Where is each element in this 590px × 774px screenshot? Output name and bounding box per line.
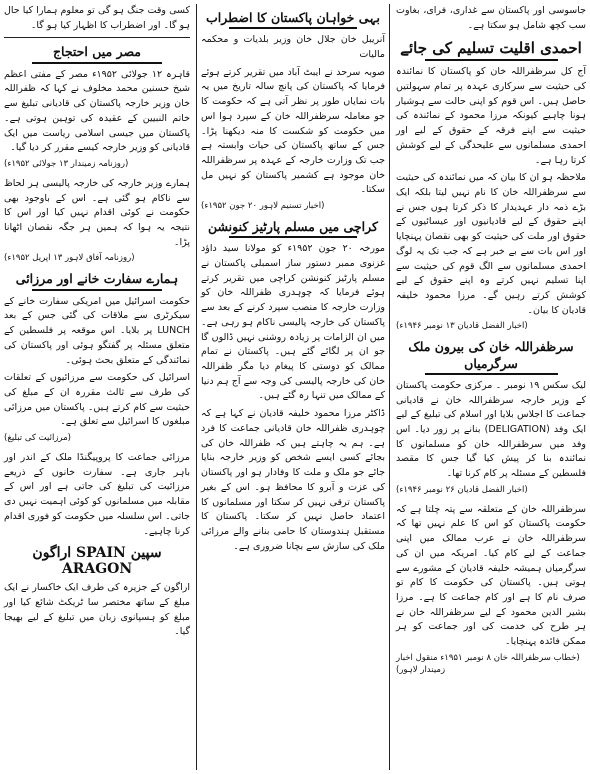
headline-well-wishers-text: بہی خواہان پاکستان کا اضطراب <box>206 10 380 25</box>
middle-source-1: (اخبار تسنیم لاہور ۲۰ جون ۱۹۵۲ء) <box>201 201 325 212</box>
right-paragraph-3: لیک سکس ۱۹ نومبر ۔ مرکزی حکومت پاکستان کے وزیر خارجہ سرظفراللہ خان نے قادیانی جماعت کا اجلاس بلایا اور اسلام کی تبلیغ کے لیے ایک وفد (DELIGATION) بنانے پر زور دیا۔ اس وفد میں سرظفراللہ خان کو مسلمانوں کا نمائندہ بنا کر پیش کیا گیا جس کا مقصد فلسطین کے مسئلہ پر کام کرنا تھا۔ <box>396 379 586 480</box>
headline-egypt-protest <box>4 44 190 63</box>
right-paragraph-4: سرظفراللہ خان کے متعلقہ سے پتہ چلتا ہے کہ حکومت پاکستان کو اس کا علم نہیں تھا کہ سرظفراللہ خان نے عرب ممالک میں اپنی جماعت کے لیے کام کیا۔ امریکہ میں ان کی سرگرمیاں ہمیشہ خلیفہ قادیان کے مشورے سے ہوتی ہیں۔ پاکستان کی حکومت کا کام تو صرف نام کا ہے اور کام جماعت کا ہے۔ مرزا بشیر الدین محمود کے لیے سرظفراللہ خان نے ہر طرح کی خدمت کی اور جماعت کو ہر ممکن فائدہ پہنچایا۔ <box>396 503 586 648</box>
headline-rule <box>229 236 358 238</box>
headline-rule <box>229 27 358 29</box>
middle-subhead: آنریبل خان جلال خان وزیر بلدیات و محکمہ مالیات <box>201 34 385 60</box>
middle-paragraph-1: صوبہ سرحد نے ایبٹ آباد میں تقریر کرتے ہوئے فرمایا کہ پاکستان کی پانچ سالہ تاریخ میں یہ بات نمایاں طور پر نظر آتی ہے کہ حکومت کا جو معاملہ سرظفراللہ خان کے سپرد ہوا اس میں حکومت کو شکست کا منہ دیکھنا پڑا۔ جس کے ساتھ پاکستان کی حیات وابستہ ہے جب تک وزارت خارجہ کے عہدہ پر سرظفراللہ خان موجود ہے کشمیر پاکستان کو نہیں مل سکتا۔ <box>201 66 385 196</box>
headline-embassies <box>4 271 190 290</box>
headline-rule <box>32 62 162 64</box>
left-paragraph-5: مرزائی جماعت کا پروپیگنڈا ملک کے اندر اور باہر جاری ہے۔ سفارت خانوں کے ذریعے مرزائیت کی تبلیغ کی جاتی ہے اور اس کے مقابلہ میں مسلمانوں کو کوئی اہمیت نہیں دی جاتی۔ اس سلسلہ میں حکومت کو فوری اقدام کرنا چاہیے۔ <box>4 451 190 537</box>
headline-rule <box>425 59 558 61</box>
middle-paragraph-2: مورخہ ۲۰ جون ۱۹۵۲ء کو مولانا سید داؤد غزنوی ممبر دستور ساز اسمبلی پاکستان نے مسلم پارٹیز کنونشن کراچی میں تقریر کرتے ہوئے فرمایا کہ چوہدری ظفراللہ خان کو وزارت خارجہ کا منصب سپرد کرنے کے بعد سے پاکستان کی خارجہ پالیسی ناکام ہو رہی ہے۔ میں ان الزامات پر زیادہ روشنی نہیں ڈالوں گا جو ان پر لگائے گئے ہیں۔ پاکستان نے تمام ممالک کو دوستی کا پیغام دیا مگر ظفراللہ خان کی خارجہ پالیسی کی وجہ سے آج ہم دنیا کے ممالک میں تنہا رہ گئے ہیں۔ <box>201 243 385 402</box>
right-paragraph-1: آج کل سرظفراللہ خان کو پاکستان کا نمائندہ کی حیثیت سے سرکاری عہدہ پر تمام سہولتیں حاصل ہیں۔ اس قوم کو اپنی حالت سے ہوشیار ہونا چاہیے کیونکہ مرزا محمود کے نمائندہ کی حیثیت سے اپنے فرقہ کے حقوق کے لیے اور احمدی مسلمانوں سے علیحدگی کے لیے کوشش کرتا رہا ہے۔ <box>396 66 586 166</box>
headline-egypt-protest-text: مصر میں احتجاج <box>52 44 142 60</box>
left-source-2: (روزنامہ آفاق لاہور ۱۳ اپریل ۱۹۵۲ء) <box>4 253 135 264</box>
headline-ahmadi-minority-text: احمدی اقلیت تسلیم کی جائے <box>400 39 582 58</box>
left-column <box>0 4 194 770</box>
headline-well-wishers <box>201 10 385 29</box>
right-column <box>392 4 590 770</box>
left-paragraph-1: قاہرہ ۱۲ جولائی ۱۹۵۲ء مصر کے مفتی اعظم شیخ حسنین محمد مخلوف نے کہا کہ ظفراللہ خان وزیر خارجہ پاکستان کی قادیانی تبلیغ سے خاتم النبیین کے عقیدہ کی توہین ہوتی ہے۔ پاکستان میں جیسی اسلامی ریاست میں ایک قادیانی کو وزیر خارجہ کیسے مقرر کر دیا گیا۔ <box>4 68 190 154</box>
headline-spain-aragon-text: سپین SPAIN اراگون ARAGON <box>32 545 162 578</box>
left-paragraph-6: اراگون کے جزیرہ کی طرف ایک خاکسار نے ایک مبلغ کے ساتھ مختصر سا ٹریکٹ شائع کیا اور مبلغ کو ہسپانوی زبان میں تبلیغ کے لیے بھیجا گیا۔ <box>4 582 190 638</box>
right-top-paragraph: جاسوسی اور پاکستان سے غداری، فرای، بغاوت سب کچھ شامل ہو سکتا ہے۔ <box>396 5 586 31</box>
left-paragraph-4: اسرائیل کی حکومت سے مرزائیوں کے تعلقات کی طرف سے ثالث مقررہ ان کے مبلغ کی حیثیت سے کام کرتے ہیں۔ پاکستان میں مرزائی مبلغوں کا اسرائیل سے تعلق ہے۔ <box>4 372 190 428</box>
left-paragraph-3: حکومت اسرائیل میں امریکی سفارت خانے کے سیکرٹری سے ملاقات کی گئی جس کے بعد LUNCH پر بلایا۔ اس موقعہ پر فلسطین کے متعلق مسئلہ پر گفتگو ہوئی اور پاکستان کی نمائندگی کے متعلق بحث ہوئی۔ <box>4 295 190 366</box>
headline-rule <box>32 289 162 291</box>
headline-spain-aragon <box>4 545 190 577</box>
right-paragraph-2: ملاحظہ ہو ان کا بیان کہ میں نمائندہ کی حیثیت سے سرظفراللہ خان کا نام نہیں لیتا بلکہ ایک بڑے ذمہ دار عہدیدار کا ذکر کرتا ہوں جس نے اپنے حقوق کے لیے قادیانیوں اور عیسائیوں کے حقوق اور ملت کی حیثیت کو بھی نقصان پہنچایا اور اس بات سے بے خبر ہے کہ جب تک یہ لوگ احمدی مسلمانوں سے الگ قوم کی حیثیت سے اپنا تسلیم نہیں کرتے وہ اپنے حقوق کے لیے کوشش کرتے رہیں گے۔ مرزا محمود خلیفہ قادیان کا بیان۔ <box>396 172 586 316</box>
middle-column <box>196 4 390 770</box>
headline-embassies-text: ہمارے سفارت خانے اور مرزائی <box>15 271 179 287</box>
headline-rule <box>425 373 558 375</box>
headline-zafrulla-activities <box>396 339 586 375</box>
left-top-paragraph: کسی وقت جنگ ہو گی تو معلوم ہمارا کیا حال ہو گا۔ اور اضطراب کا اظہار کیا ہو گا۔ <box>4 4 190 38</box>
right-source-2: (اخبار الفضل قادیان ۲۶ نومبر ۱۹۴۶ء) <box>396 484 528 495</box>
right-source-1: (اخبار الفضل قادیان ۱۳ نومبر ۱۹۴۶ء) <box>396 321 528 332</box>
middle-paragraph-3: ڈاکٹر مرزا محمود خلیفہ قادیان نے کہا ہے کہ چوہدری ظفراللہ خان قادیانی جماعت کا فرد ہے۔ ہم یہ چاہتے ہیں کہ ظفراللہ خان کی بجائے کسی ایسے شخص کو وزیر خارجہ بنایا جائے جو ملک و ملت کا وفادار ہو اور پاکستان کی عزت و آبرو کا محافظ ہو۔ اس کے بغیر پاکستان ترقی نہیں کر سکتا اور مسلمانوں کا اعتماد حاصل نہیں کر سکتا۔ پاکستان کا مستقبل ہندوستان کا حامی بنانے والے مرزائی ملک کی سازش سے بچانا ضروری ہے۔ <box>201 408 385 552</box>
headline-ahmadi-minority <box>396 39 586 61</box>
headline-karachi-convention <box>201 219 385 238</box>
headline-zafrulla-activities-text: سرظفراللہ خان کی بیرون ملک سرگرمیاں <box>408 339 574 371</box>
right-source-3: (خطاب سرظفراللہ خان ۸ نومبر ۱۹۵۱ء منقول اخبار زمیندار لاہور) <box>396 652 580 675</box>
left-source-3: (مرزائیت کی تبلیغ) <box>4 433 71 444</box>
left-source-1: (روزنامہ زمیندار ۱۳ جولائی ۱۹۵۲ء) <box>4 159 129 169</box>
headline-karachi-convention-text: کراچی میں مسلم پارٹیز کنونشن <box>208 219 378 235</box>
left-paragraph-2: ہمارے وزیر خارجہ کی خارجہ پالیسی ہر لحاظ سے ناکام ہو گئی ہے۔ اس کے باوجود بھی حکومت نے کوئی اقدام نہیں کیا اور اس کا نتیجہ یہ ہوا کہ ہمیں ہر جگہ نقصان اٹھانا پڑا۔ <box>4 177 190 248</box>
